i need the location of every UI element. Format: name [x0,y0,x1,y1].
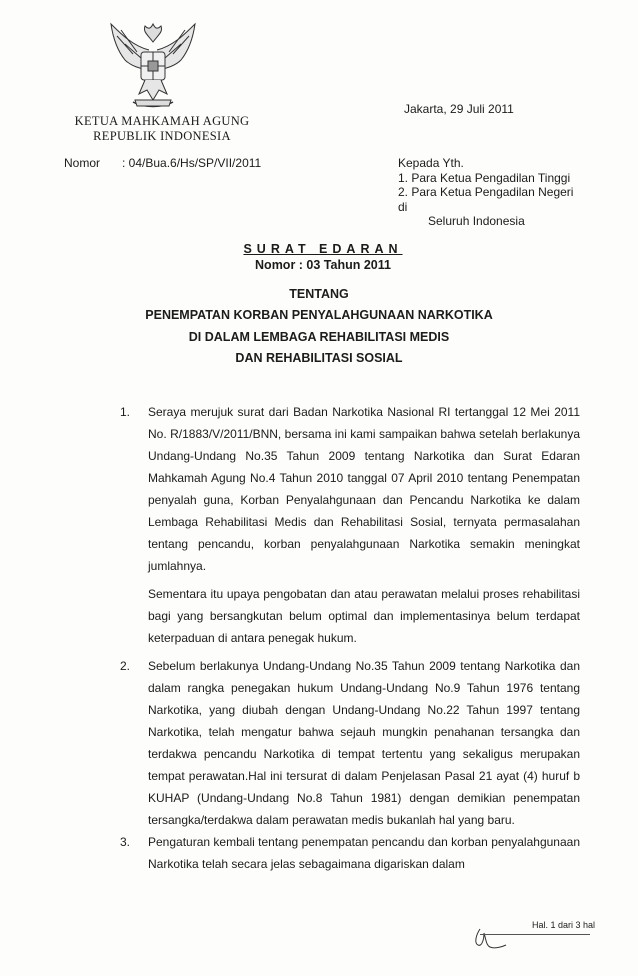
subject-line-3: DAN REHABILITASI SOSIAL [235,351,403,365]
recipient-line-2: 2. Para Ketua Pengadilan Negeri [398,185,574,199]
recipient-line-3: di [398,199,408,214]
recipient-line-4: Seluruh Indonesia [428,214,525,228]
issuer-block [46,114,278,144]
point-1-continuation: Sementara itu upaya pengobatan dan atau perawatan melalui proses rehabilitasi bagi yang bersangkutan belum optimal dan implementasinya belum terdapat keterpaduan di antara penegak hukum. [148,587,580,645]
point-number-3: 3. [120,835,131,849]
subject-line-2: DI DALAM LEMBAGA REHABILITASI MEDIS [188,330,450,344]
document-number: Nomor : 03 Tahun 2011 [255,258,391,272]
garuda-emblem-icon [103,20,203,112]
recipient-line-1: 1. Para Ketua Pengadilan Tinggi [398,170,571,185]
point-text-1: Seraya merujuk surat dari Badan Narkotika Nasional RI tertanggal 12 Mei 2011 No. R/1883/V/2011/BNN, bersama ini kami sampaikan bahwa setelah berlakunya Undang-Undang No.35 Tahun 2009 tentang Narkotika dan Surat Edaran Mahkamah Agung No.4 Tahun 2010 tanggal 07 April 2010 tentang Penempatan penyalah guna, Korban Penyalahgunaan dan Pencandu Narkotika ke dalam Lembaga Rehabilitasi Medis dan Rehabilitasi Sosial, ternyata permasalahan tentang pencandu, korban penyalahgunaan Narkotika semakin meningkat jumlahnya. [148,405,580,573]
page-indicator: Hal. 1 dari 3 hal [532,920,596,930]
point-text-3: Pengaturan kembali tentang penempatan pencandu dan korban penyalahgunaan Narkotika telah secara jelas sebagaimana digariskan dalam [148,835,580,871]
reference-number [64,156,261,170]
footer-divider [480,934,590,935]
paraf-signature-icon [468,925,508,951]
numbered-point-1 [120,401,580,577]
recipient-block [398,156,573,229]
numbered-point-3 [120,831,580,875]
numbered-point-2 [120,655,580,831]
nomor-value: : 04/Bua.6/Hs/SP/VII/2011 [122,156,262,170]
recipient-greeting: Kepada Yth. [398,156,464,170]
issuer-line-2: REPUBLIK INDONESIA [93,129,231,143]
point-number-2: 2. [120,659,131,673]
nomor-label: Nomor [64,156,101,170]
document-type-title: SURAT EDARAN [243,242,403,256]
point-text-2: Sebelum berlakunya Undang-Undang No.35 Tahun 2009 tentang Narkotika dan dalam rangka penegakan hukum Undang-Undang No.9 Tahun 1976 tentang Narkotika, yang diubah dengan Undang-Undang No.22 Tahun 1997 tentang Narkotika, telah mengatur bahwa sejauh mungkin penahanan tersangka dan terdakwa pencandu Narkotika di tempat tertentu yang sekaligus merupakan tempat perawatan.Hal ini tersurat di dalam Penjelasan Pasal 21 ayat (4) huruf b KUHAP (Undang-Undang No.8 Tahun 1981) dengan demikian penempatan tersangka/terdakwa dalam perawatan medis bukanlah hal yang baru. [148,659,580,827]
place-date: Jakarta, 29 Juli 2011 [404,102,514,116]
point-number-1: 1. [120,405,131,419]
subject-line-1: PENEMPATAN KORBAN PENYALAHGUNAAN NARKOTIKA [145,308,493,322]
letter-body [120,401,580,875]
issuer-line-1: KETUA MAHKAMAH AGUNG [74,114,250,128]
tentang-heading: TENTANG [289,287,349,301]
